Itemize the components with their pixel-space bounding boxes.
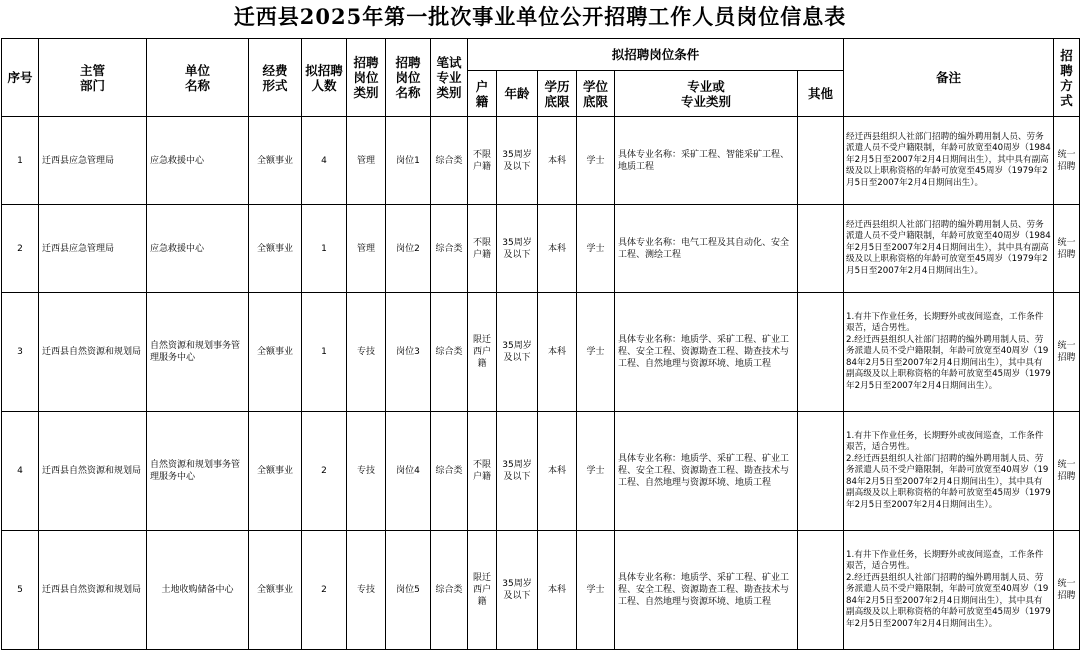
table-row	[2, 293, 1080, 412]
header-edu: 学历 底限	[538, 71, 577, 117]
cell-category: 管理	[347, 117, 386, 205]
cell-method: 统一招聘	[1054, 117, 1080, 205]
cell-method: 统一招聘	[1054, 205, 1080, 293]
cell-unit: 土地收购储备中心	[147, 531, 249, 650]
cell-remark: 1.有井下作业任务，长期野外或夜间巡查，工作条件艰苦，适合男性。 2.经迁西县组织人社部门招聘的编外聘用制人员、劳务派遣人员不受户籍限制，年龄可放宽至40周岁（1984年2月5日至2007年2月4日期间出生），其中具有副高级及以上职称资格的年龄可放宽至45周岁（1979年2月5日至2007年2月4日期间出生）。	[844, 293, 1054, 412]
cell-count: 1	[302, 293, 347, 412]
header-fund: 经费 形式	[249, 39, 302, 117]
cell-age: 35周岁及以下	[497, 205, 538, 293]
cell-remark: 1.有井下作业任务，长期野外或夜间巡查，工作条件艰苦，适合男性。 2.经迁西县组织人社部门招聘的编外聘用制人员、劳务派遣人员不受户籍限制，年龄可放宽至40周岁（1984年2月5日至2007年2月4日期间出生），其中具有副高级及以上职称资格的年龄可放宽至45周岁（1979年2月5日至2007年2月4日期间出生）。	[844, 412, 1054, 531]
cell-huji: 不限户籍	[468, 205, 497, 293]
cell-count: 2	[302, 531, 347, 650]
cell-edu: 本科	[538, 117, 577, 205]
header-post: 招聘 岗位 名称	[386, 39, 431, 117]
cell-dept: 迁西县应急管理局	[39, 117, 147, 205]
cell-age: 35周岁及以下	[497, 293, 538, 412]
cell-major: 具体专业名称：电气工程及其自动化、安全工程、测绘工程	[615, 205, 798, 293]
cell-exam: 综合类	[431, 293, 468, 412]
cell-age: 35周岁及以下	[497, 412, 538, 531]
cell-edu: 本科	[538, 205, 577, 293]
cell-post: 岗位4	[386, 412, 431, 531]
cell-degree: 学士	[577, 205, 615, 293]
cell-dept: 迁西县自然资源和规划局	[39, 293, 147, 412]
cell-seq: 1	[2, 117, 39, 205]
cell-count: 2	[302, 412, 347, 531]
cell-huji: 不限户籍	[468, 412, 497, 531]
cell-degree: 学士	[577, 117, 615, 205]
cell-degree: 学士	[577, 412, 615, 531]
cell-fund: 全额事业	[249, 205, 302, 293]
cell-remark: 经迁西县组织人社部门招聘的编外聘用制人员、劳务派遣人员不受户籍限制，年龄可放宽至40周岁（1984年2月5日至2007年2月4日期间出生），其中具有副高级及以上职称资格的年龄可放宽至45周岁（1979年2月5日至2007年2月4日期间出生）。	[844, 117, 1054, 205]
header-huji: 户 籍	[468, 71, 497, 117]
header-method: 招聘 方式	[1054, 39, 1080, 117]
table-row	[2, 117, 1080, 205]
cell-degree: 学士	[577, 531, 615, 650]
cell-unit: 应急救援中心	[147, 117, 249, 205]
header-seq: 序号	[2, 39, 39, 117]
job-table	[1, 38, 1080, 650]
table-row	[2, 205, 1080, 293]
header-age: 年龄	[497, 71, 538, 117]
cell-seq: 5	[2, 531, 39, 650]
cell-huji: 限迁西户籍	[468, 531, 497, 650]
cell-edu: 本科	[538, 293, 577, 412]
cell-age: 35周岁及以下	[497, 531, 538, 650]
cell-remark: 1.有井下作业任务，长期野外或夜间巡查，工作条件艰苦，适合男性。 2.经迁西县组织人社部门招聘的编外聘用制人员、劳务派遣人员不受户籍限制，年龄可放宽至40周岁（1984年2月5日至2007年2月4日期间出生），其中具有副高级及以上职称资格的年龄可放宽至45周岁（1979年2月5日至2007年2月4日期间出生）。	[844, 531, 1054, 650]
header-remark: 备注	[844, 39, 1054, 117]
cell-exam: 综合类	[431, 531, 468, 650]
cell-fund: 全额事业	[249, 531, 302, 650]
cell-other	[798, 531, 844, 650]
page-title: 迁西县2025年第一批次事业单位公开招聘工作人员岗位信息表	[233, 4, 847, 29]
cell-category: 专技	[347, 531, 386, 650]
cell-exam: 综合类	[431, 412, 468, 531]
cell-major: 具体专业名称：地质学、采矿工程、矿业工程、安全工程、资源勘查工程、勘查技术与工程、自然地理与资源环境、地质工程	[615, 531, 798, 650]
header-count: 拟招聘 人数	[302, 39, 347, 117]
cell-post: 岗位1	[386, 117, 431, 205]
cell-edu: 本科	[538, 531, 577, 650]
cell-exam: 综合类	[431, 117, 468, 205]
cell-other	[798, 412, 844, 531]
cell-unit: 自然资源和规划事务管理服务中心	[147, 293, 249, 412]
cell-seq: 2	[2, 205, 39, 293]
header-conditions: 拟招聘岗位条件	[468, 39, 844, 71]
cell-category: 专技	[347, 293, 386, 412]
cell-dept: 迁西县自然资源和规划局	[39, 531, 147, 650]
header-major: 专业或 专业类别	[615, 71, 798, 117]
cell-age: 35周岁及以下	[497, 117, 538, 205]
cell-method: 统一招聘	[1054, 412, 1080, 531]
table-row	[2, 412, 1080, 531]
cell-other	[798, 205, 844, 293]
header-degree: 学位 底限	[577, 71, 615, 117]
cell-major: 具体专业名称：地质学、采矿工程、矿业工程、安全工程、资源勘查工程、勘查技术与工程、自然地理与资源环境、地质工程	[615, 412, 798, 531]
cell-method: 统一招聘	[1054, 531, 1080, 650]
cell-other	[798, 117, 844, 205]
cell-seq: 3	[2, 293, 39, 412]
cell-exam: 综合类	[431, 205, 468, 293]
cell-count: 4	[302, 117, 347, 205]
header-unit: 单位 名称	[147, 39, 249, 117]
header-dept: 主管 部门	[39, 39, 147, 117]
cell-unit: 应急救援中心	[147, 205, 249, 293]
cell-fund: 全额事业	[249, 293, 302, 412]
cell-other	[798, 293, 844, 412]
cell-count: 1	[302, 205, 347, 293]
cell-seq: 4	[2, 412, 39, 531]
cell-category: 专技	[347, 412, 386, 531]
cell-fund: 全额事业	[249, 412, 302, 531]
header-exam: 笔试 专业 类别	[431, 39, 468, 117]
header-category: 招聘 岗位 类别	[347, 39, 386, 117]
cell-major: 具体专业名称：采矿工程、智能采矿工程、地质工程	[615, 117, 798, 205]
cell-method: 统一招聘	[1054, 293, 1080, 412]
cell-unit: 自然资源和规划事务管理服务中心	[147, 412, 249, 531]
cell-fund: 全额事业	[249, 117, 302, 205]
cell-huji: 不限户籍	[468, 117, 497, 205]
cell-huji: 限迁西户籍	[468, 293, 497, 412]
table-row	[2, 531, 1080, 650]
header-other: 其他	[798, 71, 844, 117]
cell-major: 具体专业名称：地质学、采矿工程、矿业工程、安全工程、资源勘查工程、勘查技术与工程、自然地理与资源环境、地质工程	[615, 293, 798, 412]
cell-dept: 迁西县自然资源和规划局	[39, 412, 147, 531]
cell-category: 管理	[347, 205, 386, 293]
cell-dept: 迁西县应急管理局	[39, 205, 147, 293]
cell-post: 岗位5	[386, 531, 431, 650]
cell-post: 岗位2	[386, 205, 431, 293]
cell-remark: 经迁西县组织人社部门招聘的编外聘用制人员、劳务派遣人员不受户籍限制，年龄可放宽至40周岁（1984年2月5日至2007年2月4日期间出生），其中具有副高级及以上职称资格的年龄可放宽至45周岁（1979年2月5日至2007年2月4日期间出生）。	[844, 205, 1054, 293]
cell-degree: 学士	[577, 293, 615, 412]
cell-post: 岗位3	[386, 293, 431, 412]
cell-edu: 本科	[538, 412, 577, 531]
